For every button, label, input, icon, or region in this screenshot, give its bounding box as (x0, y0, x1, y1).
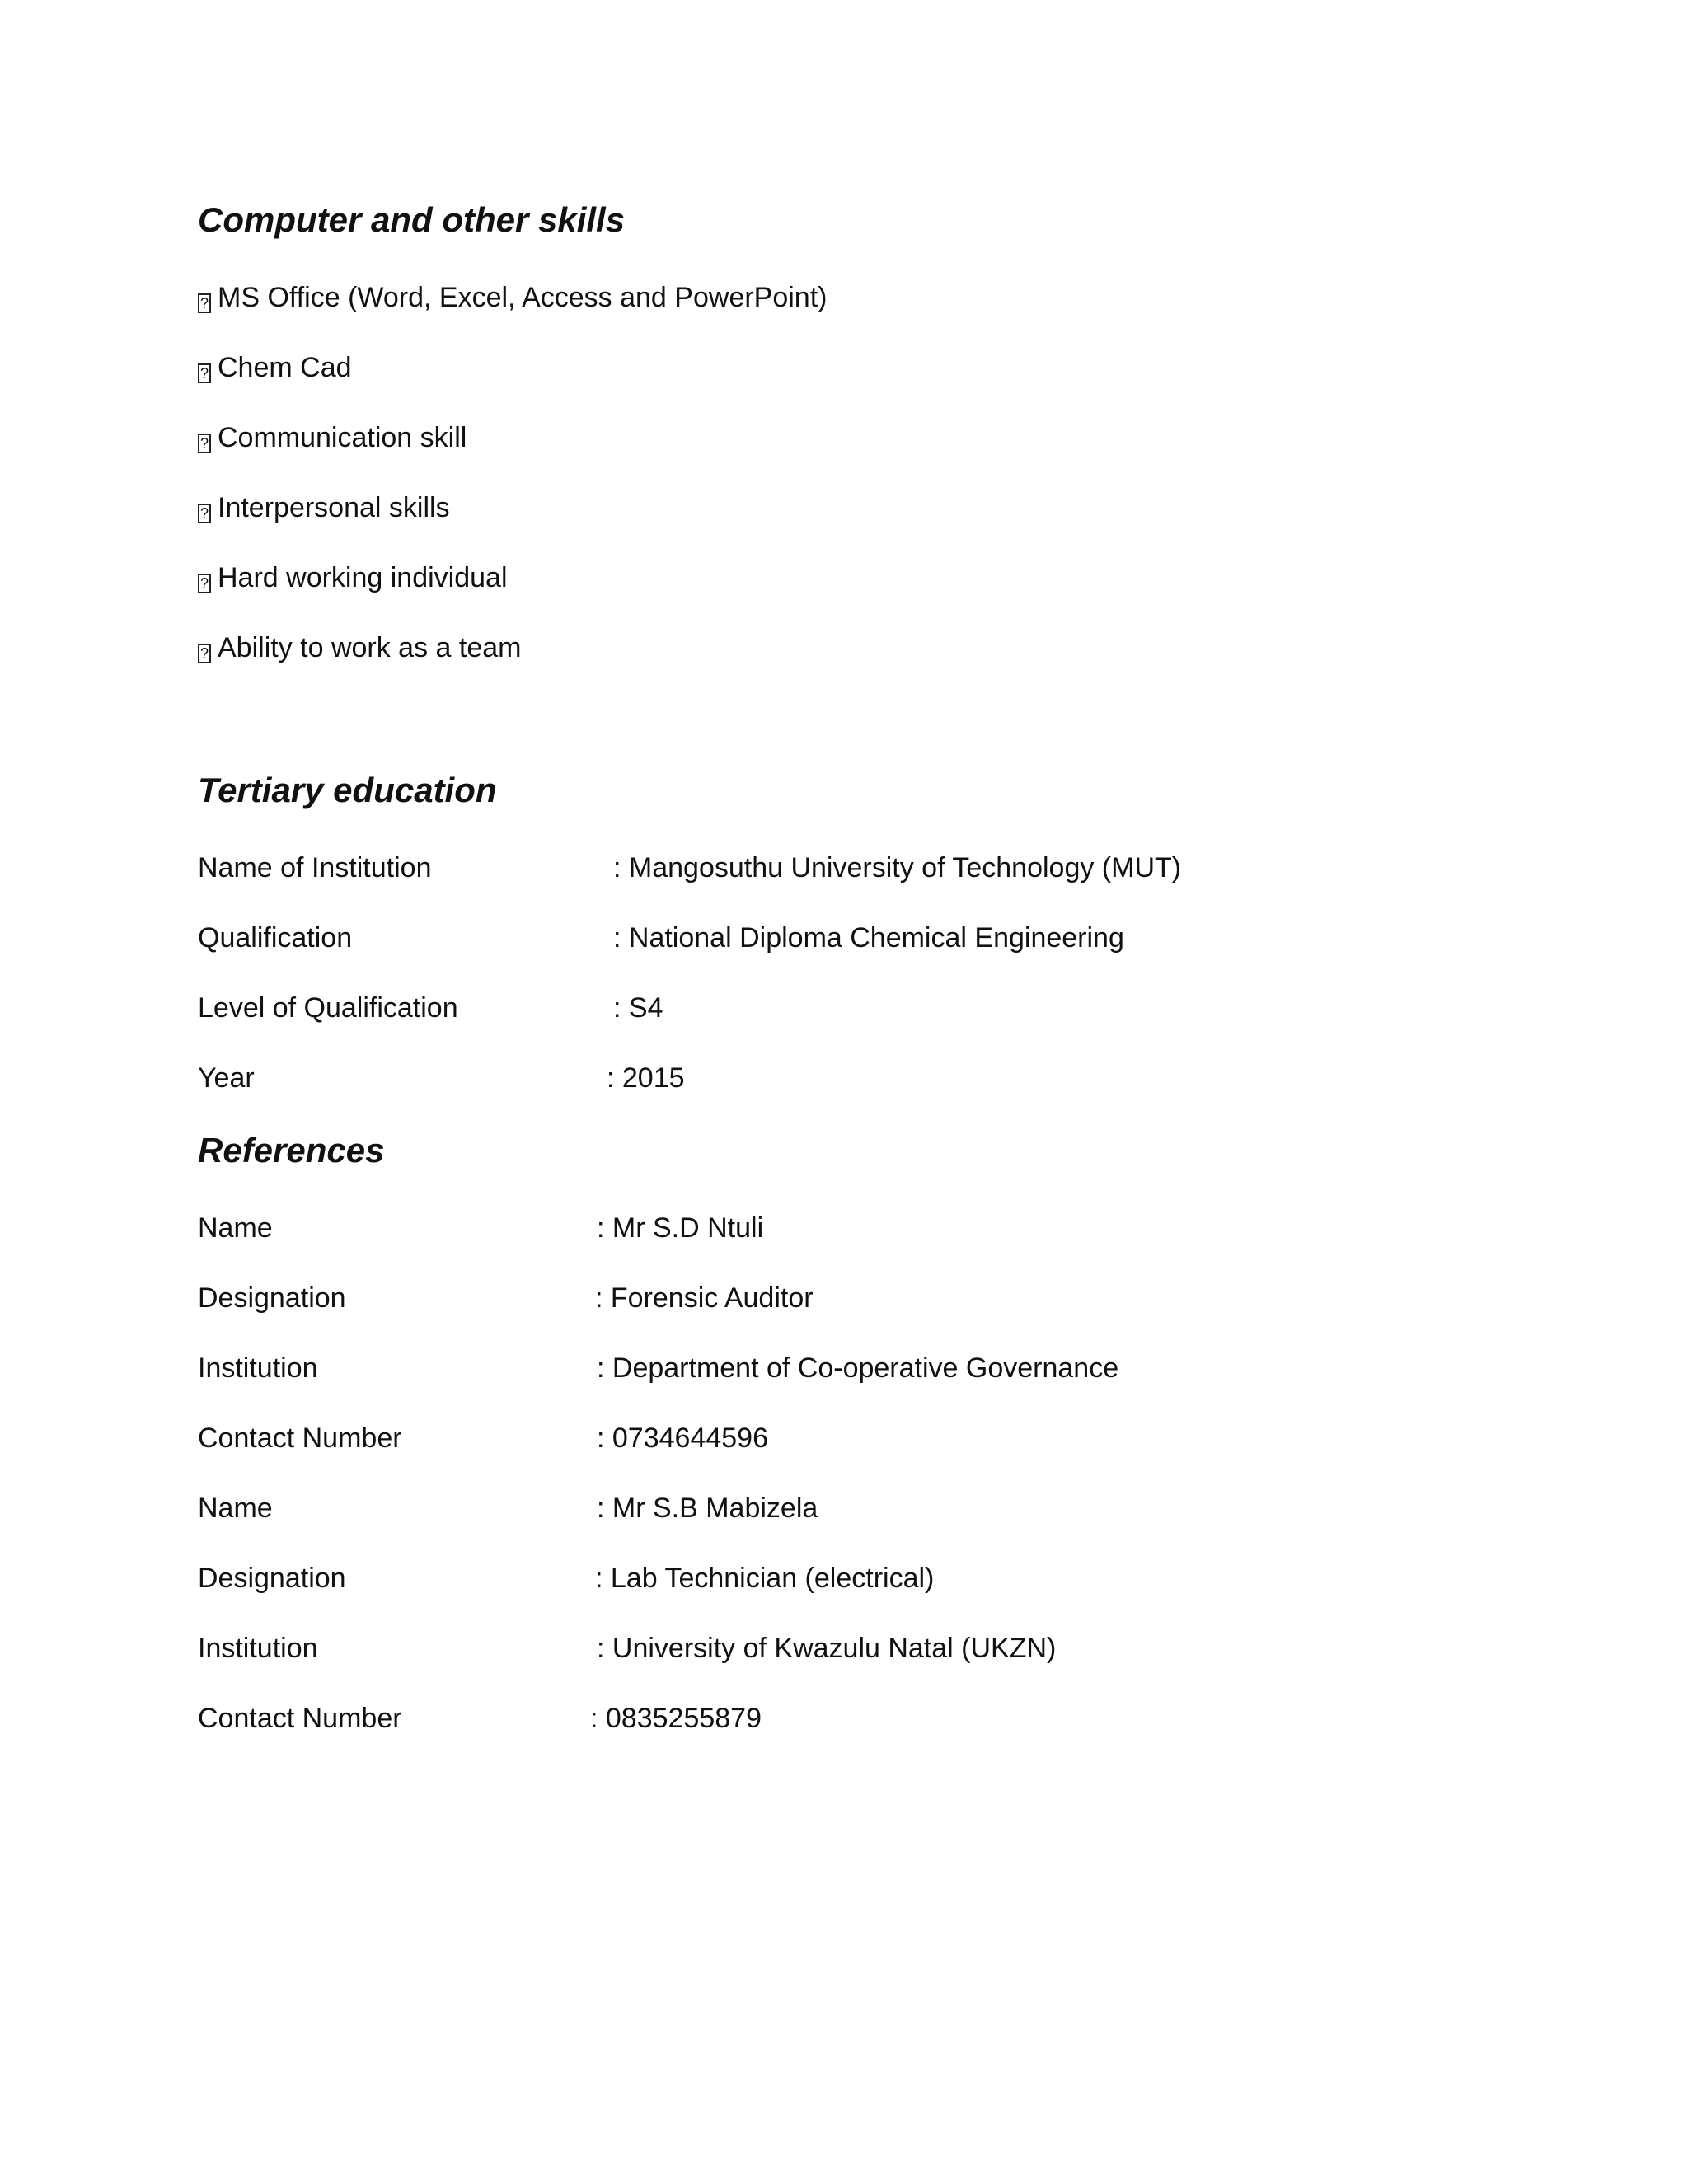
reference-label: Name (198, 1493, 273, 1524)
skill-item (198, 284, 827, 312)
skill-item (198, 494, 450, 522)
reference-label: Institution (198, 1352, 318, 1384)
education-label: Name of Institution (198, 852, 432, 883)
education-value: : Mangosuthu University of Technology (MUT) (613, 852, 1182, 883)
reference-value: : University of Kwazulu Natal (UKZN) (597, 1633, 1057, 1664)
skill-text: Interpersonal skills (218, 492, 450, 523)
reference-label: Name (198, 1212, 273, 1244)
education-value: : S4 (613, 992, 663, 1024)
skill-text: Hard working individual (218, 562, 508, 593)
reference-label: Contact Number (198, 1422, 402, 1454)
missing-glyph-icon: ? (198, 293, 211, 313)
reference-label: Institution (198, 1633, 318, 1664)
skill-text: Communication skill (218, 422, 467, 453)
reference-label: Designation (198, 1282, 346, 1314)
skill-text: Ability to work as a team (218, 632, 522, 663)
reference-value: : Lab Technician (electrical) (595, 1563, 935, 1594)
missing-glyph-icon: ? (198, 504, 211, 523)
reference-value: : Mr S.B Mabizela (597, 1493, 818, 1524)
reference-label: Designation (198, 1563, 346, 1594)
reference-value: : Department of Co-operative Governance (597, 1352, 1119, 1384)
reference-value: : 0835255879 (590, 1703, 762, 1734)
references-heading: References (198, 1131, 385, 1169)
missing-glyph-icon: ? (198, 574, 211, 593)
reference-value: : 0734644596 (597, 1422, 768, 1454)
reference-value: : Forensic Auditor (595, 1282, 814, 1314)
missing-glyph-icon: ? (198, 434, 211, 453)
skill-item (198, 424, 467, 452)
reference-value: : Mr S.D Ntuli (597, 1212, 764, 1244)
education-label: Year (198, 1062, 255, 1094)
skill-text: Chem Cad (218, 352, 352, 383)
missing-glyph-icon: ? (198, 644, 211, 663)
education-heading: Tertiary education (198, 771, 497, 809)
education-label: Qualification (198, 922, 353, 954)
skill-text: MS Office (Word, Excel, Access and PowerPoint) (218, 282, 828, 313)
skill-item (198, 634, 521, 662)
missing-glyph-icon: ? (198, 363, 211, 383)
skill-item (198, 564, 508, 592)
education-value: : National Diploma Chemical Engineering (613, 922, 1124, 954)
skills-heading: Computer and other skills (198, 200, 626, 239)
reference-label: Contact Number (198, 1703, 402, 1734)
education-value: : 2015 (607, 1062, 685, 1094)
skill-item (198, 354, 352, 382)
education-label: Level of Qualification (198, 992, 458, 1024)
